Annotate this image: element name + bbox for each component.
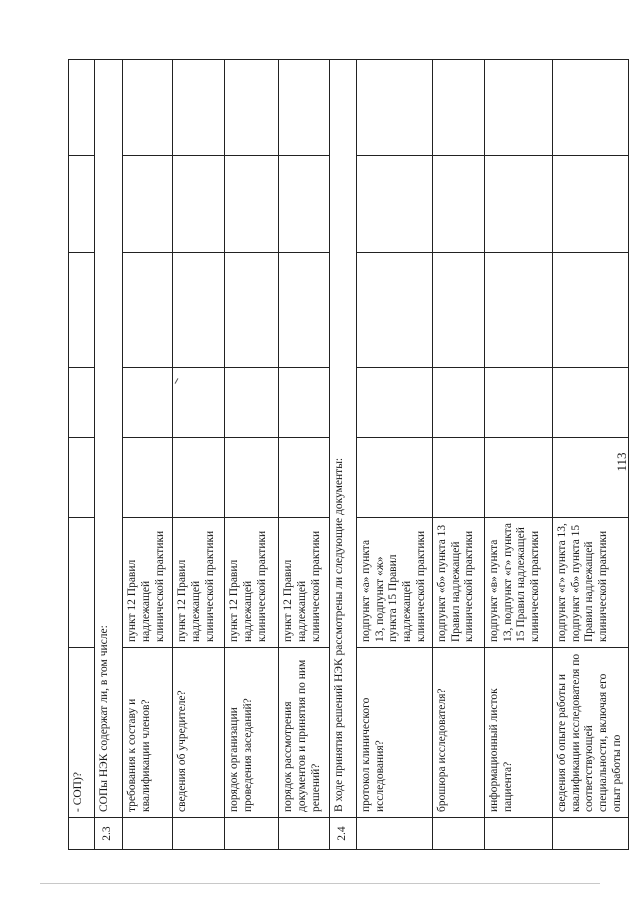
answer-yes-cell	[123, 438, 173, 518]
row-number	[552, 818, 628, 850]
row-number	[123, 818, 173, 850]
table-row	[123, 60, 173, 850]
table-row	[432, 60, 484, 850]
scan-edge	[40, 883, 600, 884]
row-number	[432, 818, 484, 850]
answer-no-cell	[69, 368, 95, 438]
answer-yes-cell	[484, 438, 552, 518]
answer-na-cell	[173, 253, 225, 368]
table-row	[330, 60, 357, 850]
extra-cell	[432, 60, 484, 156]
answer-no-cell	[173, 368, 225, 438]
question-cell: протокол клинического исследования?	[356, 648, 432, 818]
table-row	[484, 60, 552, 850]
basis-cell	[69, 518, 95, 648]
answer-yes-cell	[173, 438, 225, 518]
question-cell: порядок организации проведения заседаний?	[225, 648, 279, 818]
notes-cell	[279, 156, 330, 253]
row-number	[69, 818, 95, 850]
answer-na-cell	[484, 253, 552, 368]
row-number	[484, 818, 552, 850]
extra-cell	[552, 60, 628, 156]
extra-cell	[123, 60, 173, 156]
question-cell: сведения об опыте работы и квалификации исследователя по соответствующей специальности, включая его опыт работы по	[552, 648, 628, 818]
answer-na-cell	[552, 253, 628, 368]
table-row	[356, 60, 432, 850]
answer-yes-cell	[279, 438, 330, 518]
basis-cell: подпункт «б» пункта 13 Правил надлежащей клинической практики	[432, 518, 484, 648]
notes-cell	[173, 156, 225, 253]
answer-na-cell	[279, 253, 330, 368]
answer-no-cell	[356, 368, 432, 438]
notes-cell	[432, 156, 484, 253]
row-number	[356, 818, 432, 850]
table-row	[173, 60, 225, 850]
basis-cell: подпункт «г» пункта 13, подпункт «б» пункта 15 Правил надлежащей клинической практики	[552, 518, 628, 648]
section-heading-cell: СОПы НЭК содержат ли, в том числе:	[95, 60, 123, 818]
answer-no-cell	[432, 368, 484, 438]
answer-no-cell	[552, 368, 628, 438]
basis-cell: пункт 12 Правил надлежащей клинической практики	[225, 518, 279, 648]
section-heading-cell: В ходе принятия решений НЭК рассмотрены ли следующие документы:	[330, 60, 357, 818]
row-number	[225, 818, 279, 850]
answer-no-cell	[225, 368, 279, 438]
answer-no-cell	[123, 368, 173, 438]
notes-cell	[123, 156, 173, 253]
notes-cell	[552, 156, 628, 253]
checklist-table	[68, 59, 629, 850]
extra-cell	[484, 60, 552, 156]
extra-cell	[279, 60, 330, 156]
answer-yes-cell	[225, 438, 279, 518]
answer-no-cell	[279, 368, 330, 438]
notes-cell	[356, 156, 432, 253]
question-cell: информационный листок пациента?	[484, 648, 552, 818]
answer-na-cell	[225, 253, 279, 368]
table-row	[69, 60, 95, 850]
answer-na-cell	[432, 253, 484, 368]
notes-cell	[484, 156, 552, 253]
page-number: 113	[614, 452, 629, 472]
extra-cell	[356, 60, 432, 156]
answer-na-cell	[356, 253, 432, 368]
answer-na-cell	[69, 253, 95, 368]
question-cell: брошюра исследователя?	[432, 648, 484, 818]
answer-yes-cell	[356, 438, 432, 518]
answer-yes-cell	[69, 438, 95, 518]
notes-cell	[225, 156, 279, 253]
basis-cell: пункт 12 Правил надлежащей клинической практики	[123, 518, 173, 648]
answer-no-cell	[484, 368, 552, 438]
extra-cell	[173, 60, 225, 156]
row-number	[279, 818, 330, 850]
row-number: 2.3	[95, 818, 123, 850]
question-cell: порядок рассмотрения документов и принятия по ним решений?	[279, 648, 330, 818]
basis-cell: подпункт «в» пункта 13, подпункт «г» пункта 15 Правил надлежащей клинической практики	[484, 518, 552, 648]
extra-cell	[225, 60, 279, 156]
table-row	[552, 60, 628, 850]
basis-cell: подпункт «а» пункта 13, подпункт «ж» пункта 15 Правил надлежащей клинической практики	[356, 518, 432, 648]
table-row	[95, 60, 123, 850]
answer-yes-cell	[552, 438, 628, 518]
basis-cell: пункт 12 Правил надлежащей клинической практики	[173, 518, 225, 648]
table-row	[279, 60, 330, 850]
extra-cell	[69, 60, 95, 156]
question-cell: требования к составу и квалификации членов?	[123, 648, 173, 818]
question-cell: - СОП)?	[69, 648, 95, 818]
row-number	[173, 818, 225, 850]
answer-yes-cell	[432, 438, 484, 518]
table-row	[225, 60, 279, 850]
notes-cell	[69, 156, 95, 253]
basis-cell: пункт 12 Правил надлежащей клинической практики	[279, 518, 330, 648]
answer-na-cell	[123, 253, 173, 368]
question-cell: сведения об учредителе?	[173, 648, 225, 818]
row-number: 2.4	[330, 818, 357, 850]
